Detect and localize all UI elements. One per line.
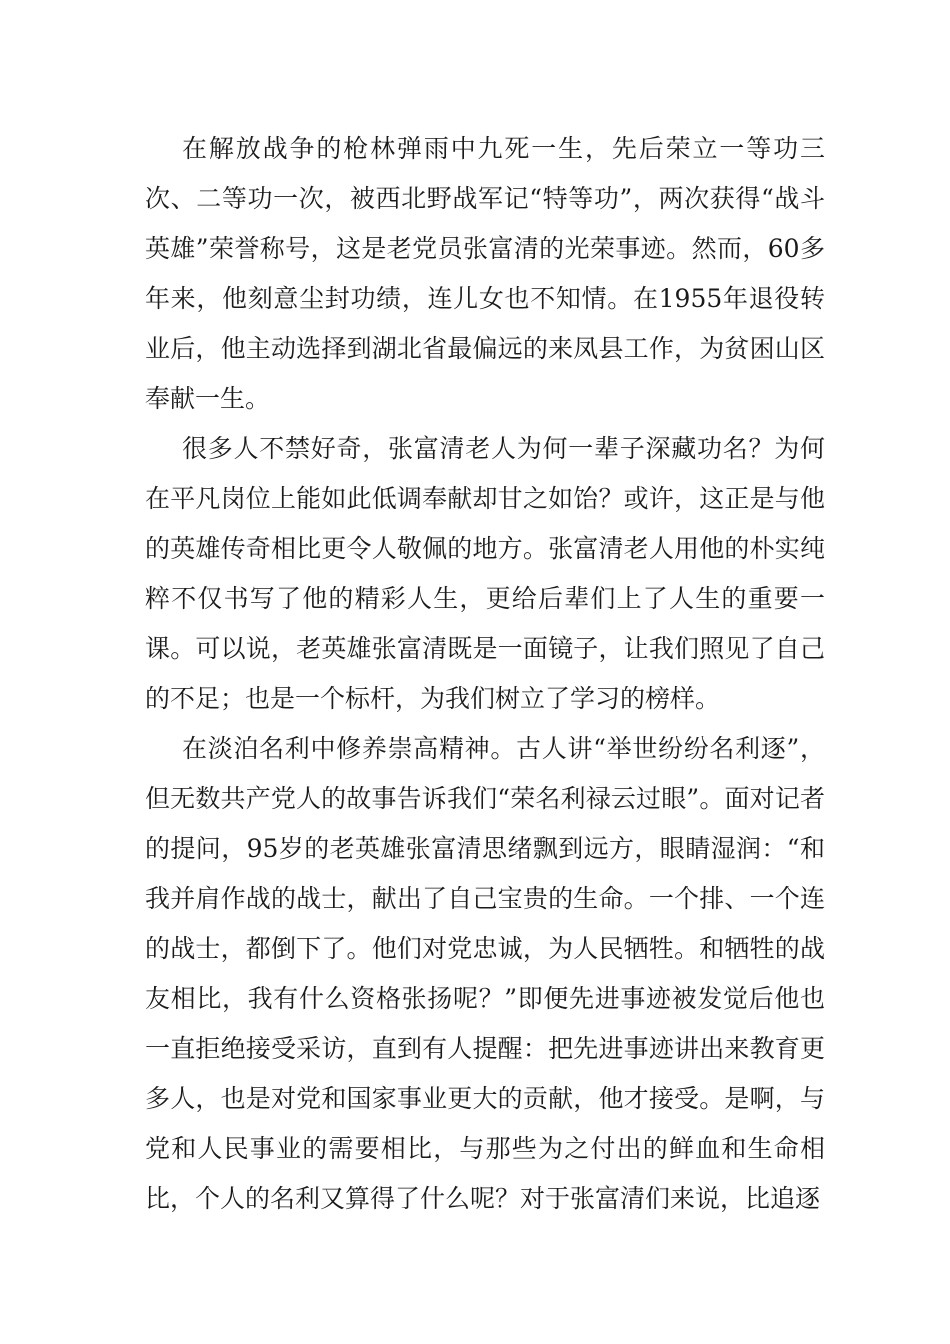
paragraph-2: 很多人不禁好奇，张富清老人为何一辈子深藏功名？为何在平凡岗位上能如此低调奉献却甘之如饴？或许，这正是与他的英雄传奇相比更令人敬佩的地方。张富清老人用他的朴实纯粹不仅书写了他的精彩人生，更给后辈们上了人生的重要一课。可以说，老英雄张富清既是一面镜子，让我们照见了自己的不足；也是一个标杆，为我们树立了学习的榜样。	[145, 434, 825, 713]
paragraph-1: 在解放战争的枪林弹雨中九死一生，先后荣立一等功三次、二等功一次，被西北野战军记“特等功”，两次获得“战斗英雄”荣誉称号，这是老党员张富清的光荣事迹。然而，60多年来，他刻意尘封功绩，连儿女也不知情。在1955年退役转业后，他主动选择到湖北省最偏远的来凤县工作，为贫困山区奉献一生。	[145, 134, 825, 413]
document-body	[145, 124, 825, 1224]
paragraph-3: 在淡泊名利中修养崇高精神。古人讲“举世纷纷名利逐”，但无数共产党人的故事告诉我们“荣名利禄云过眼”。面对记者的提问，95岁的老英雄张富清思绪飘到远方，眼睛湿润：“和我并肩作战的战士，献出了自己宝贵的生命。一个排、一个连的战士，都倒下了。他们对党忠诚，为人民牺牲。和牺牲的战友相比，我有什么资格张扬呢？”即便先进事迹被发觉后他也一直拒绝接受采访，直到有人提醒：把先进事迹讲出来教育更多人，也是对党和国家事业更大的贡献，他才接受。是啊，与党和人民事业的需要相比，与那些为之付出的鲜血和生命相比，个人的名利又算得了什么呢？对于张富清们来说，比追逐	[145, 734, 825, 1213]
